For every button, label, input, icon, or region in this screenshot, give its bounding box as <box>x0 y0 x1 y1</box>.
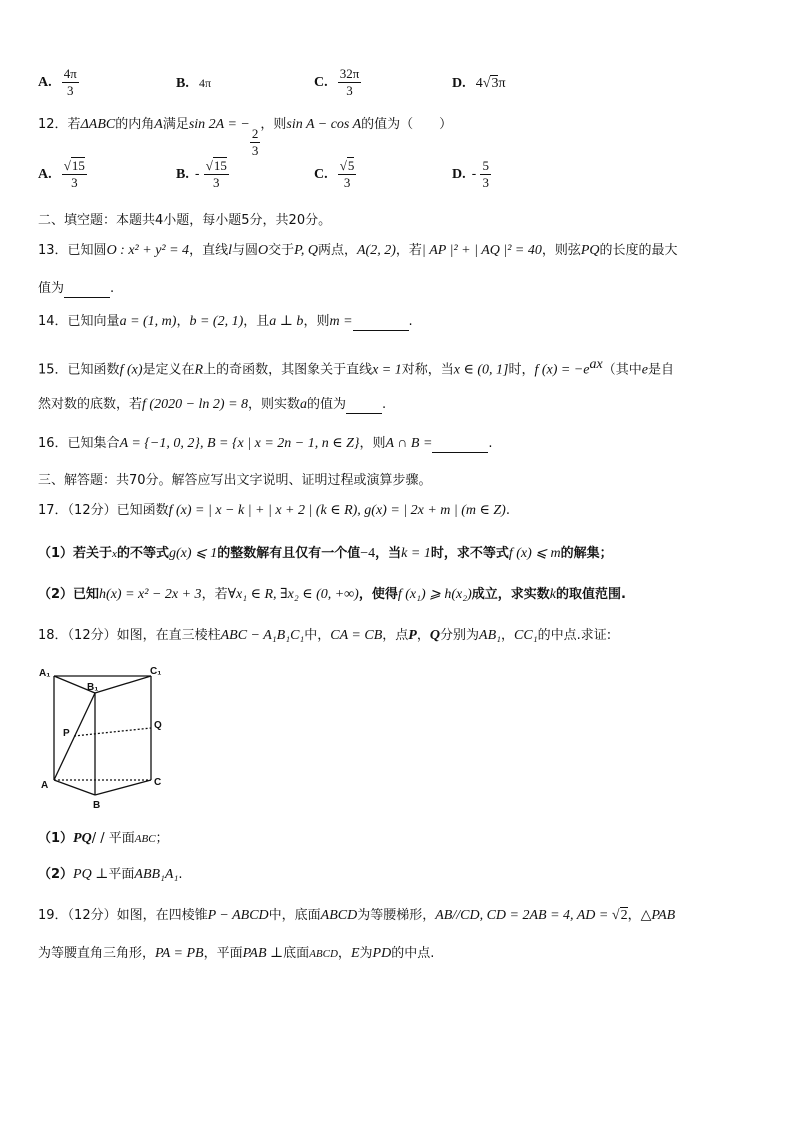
label-c: C <box>154 777 162 788</box>
q18-stem: 18．（12分）如图，在直三棱柱ABC − A₁B₁C₁中，CA = CB，点P，Q分别为AB₁，CC₁的中点.求证: <box>38 628 612 643</box>
label-q: Q <box>154 720 162 731</box>
q15-line-1: 15．已知函数f (x)是定义在R上的奇函数，其图象关于直线x = 1对称，当x ∈ (0, 1]时，f $(x) = -e^{ax}$（其中e是自 <box>38 357 674 378</box>
edge-ab <box>54 780 95 795</box>
q17-stem: 17．（12分）已知函数f (x) = | x − k | + | x + 2 | (k ∈ R), g(x) = | 2x + m | (m ∈ Z). <box>38 503 510 518</box>
q12-option-d: D. - $\frac{5}{3}$ <box>452 158 489 190</box>
section-solution-heading: 三、解答题：共70分。解答应写出文字说明、证明过程或演算步骤。 <box>38 473 432 488</box>
label-a: A <box>41 780 49 791</box>
q14: 14．已知向量a = (1, m)，b = (2, 1)，且a ⊥ b，则m = . <box>38 314 413 329</box>
q15-answer-blank[interactable] <box>346 399 382 414</box>
q16-answer-blank[interactable] <box>432 438 488 453</box>
label-b: B <box>93 800 101 811</box>
q13-answer-blank[interactable] <box>64 283 110 298</box>
q18-part-2: （2）PQ ⊥平面ABB₁A₁. <box>38 867 183 882</box>
label-p: P <box>63 728 70 739</box>
q19-line-2: 为等腰直角三角形，PA = PB，平面PAB ⊥底面ABCD，E为PD的中点. <box>38 946 435 961</box>
q16: 16．已知集合A = {−1, 0, 2}, B = {x | x = 2n − 1, n ∈ Z}，则A ∩ B = . <box>38 436 493 451</box>
label-c1: C₁ <box>150 666 162 677</box>
q11-option-a: A. $\frac{4\pi}{3}$ <box>38 66 77 98</box>
segment-pq <box>74 728 151 736</box>
q17-part-1: （1）若关于x的不等式g(x) ⩽ 1的整数解有且仅有一个值−4，当k = 1时，求不等式f (x) ⩽ m的解集； <box>38 546 613 561</box>
q13-line-2: 值为 . <box>38 281 115 296</box>
q12-option-a: A. $\frac{√15}{3}$ <box>38 158 85 190</box>
q11-option-b: B. 4π <box>176 76 212 91</box>
edge-bc <box>95 780 151 795</box>
q11-option-d: D. 4√3π <box>452 76 506 91</box>
q12-option-c: C. $\frac{√5}{3}$ <box>314 158 355 190</box>
prism-figure <box>36 662 186 812</box>
q11-option-c: C. $\frac{32\pi}{3}$ <box>314 66 360 98</box>
q13-line-1: 13．已知圆O : x² + y² = 4，直线l与圆O交于P, Q两点，A(2, 2)，若| AP |² + | AQ |² = 40，则弦PQ的长度的最大 <box>38 243 678 258</box>
q19-line-1: 19．（12分）如图，在四棱锥P − ABCD中，底面ABCD为等腰梯形，AB//CD, CD = 2AB = 4, AD = √2，△PAB <box>38 908 676 923</box>
q18-part-1: （1）PQ/ / 平面ABC； <box>38 831 169 846</box>
label-a1: A₁ <box>39 668 51 679</box>
q12-stem: 12．若ΔABC的内角A满足sin 2A = − $\frac{2}{3}$ ，则sin A − cos A的值为（ ） <box>38 117 453 158</box>
section-fill-in-heading: 二、填空题：本题共4小题，每小题5分，共20分。 <box>38 213 332 228</box>
edge-b1c1 <box>95 676 151 693</box>
q17-part-2: （2）已知h(x) = x² − 2x + 3，若∀x₁ ∈ R, ∃x₂ ∈ (0, +∞)，使得f (x₁) ⩾ h(x₂)成立，求实数k的取值范围. <box>38 587 626 602</box>
q15-line-2: 然对数的底数，若f (2020 − ln 2) = 8，则实数a的值为 . <box>38 397 387 412</box>
q14-answer-blank[interactable] <box>353 316 409 331</box>
label-b1: B₁ <box>87 682 99 693</box>
q12-option-b: B. - $\frac{√15}{3}$ <box>176 158 227 190</box>
